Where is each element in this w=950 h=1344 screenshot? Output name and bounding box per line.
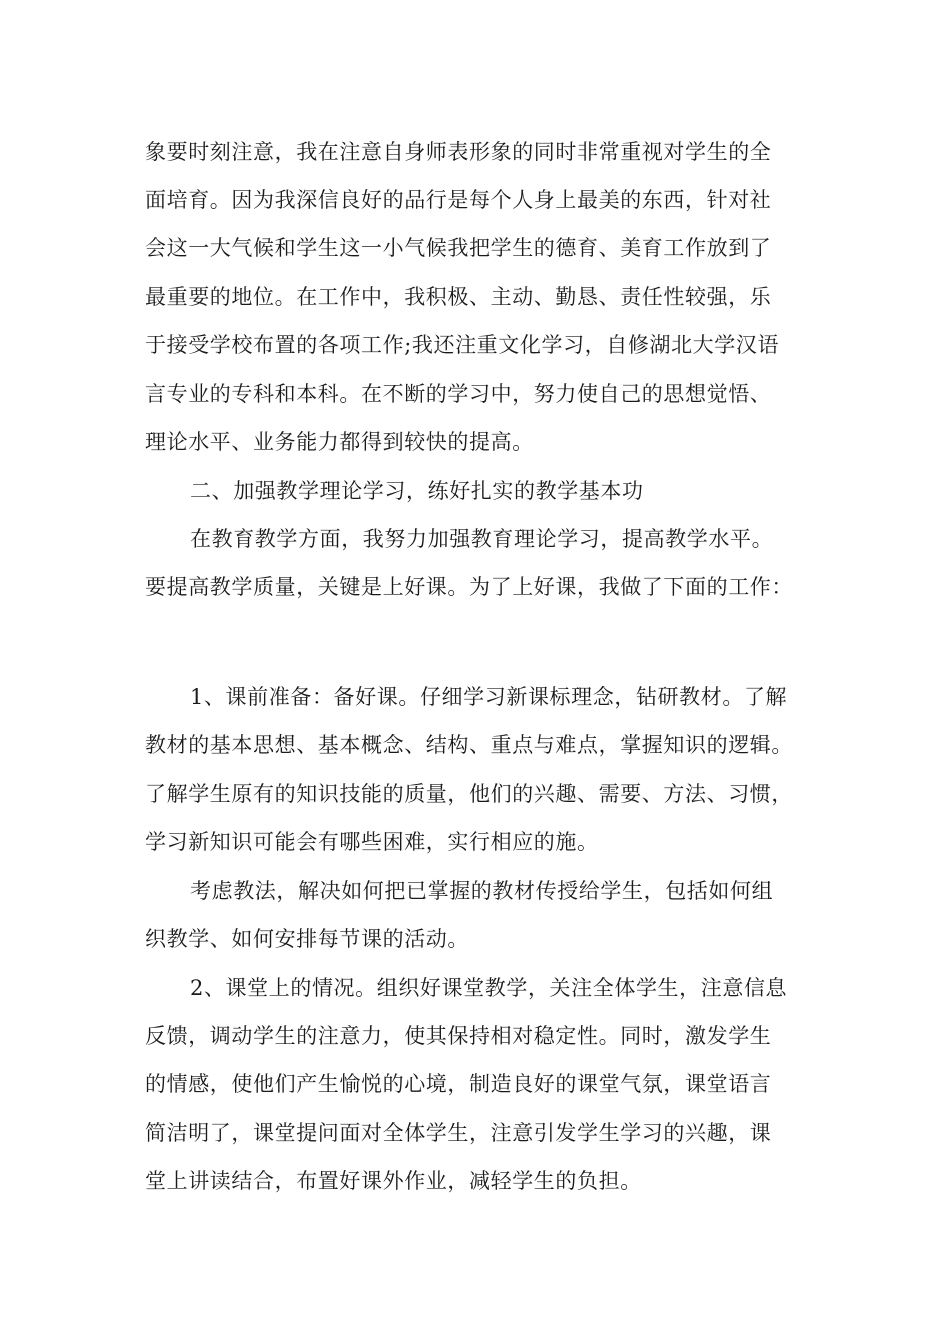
text-line: 简洁明了，课堂提问面对全体学生，注意引发学生学习的兴趣，课 xyxy=(145,1121,772,1145)
text-line: 教材的基本思想、基本概念、结构、重点与难点，掌握知识的逻辑。 xyxy=(145,733,793,757)
text-line: 堂上讲读结合，布置好课外作业，减轻学生的负担。 xyxy=(145,1169,642,1193)
text-line: 反馈，调动学生的注意力，使其保持相对稳定性。同时，激发学生 xyxy=(145,1024,772,1048)
text-line: 最重要的地位。在工作中，我积极、主动、勤恳、责任性较强，乐 xyxy=(145,285,772,309)
section-heading: 二、加强教学理论学习，练好扎实的教学基本功 xyxy=(190,479,644,503)
text-line: 要提高教学质量，关键是上好课。为了上好课，我做了下面的工作： xyxy=(145,575,793,599)
text-line: 于接受学校布置的各项工作;我还注重文化学习，自修湖北大学汉语 xyxy=(145,333,780,357)
text-line: 在教育教学方面，我努力加强教育理论学习，提高教学水平。 xyxy=(190,527,774,551)
text-line: 的情感，使他们产生愉悦的心境，制造良好的课堂气氛，课堂语言 xyxy=(145,1072,772,1096)
text-line: 1、课前准备：备好课。仔细学习新课标理念，钻研教材。了解 xyxy=(190,685,788,709)
text-line: 理论水平、业务能力都得到较快的提高。 xyxy=(145,430,534,454)
text-line: 2、课堂上的情况。组织好课堂教学，关注全体学生，注意信息 xyxy=(190,976,788,1000)
text-line: 面培育。因为我深信良好的品行是每个人身上最美的东西，针对社 xyxy=(145,188,772,212)
text-line: 织教学、如何安排每节课的活动。 xyxy=(145,927,469,951)
text-line: 言专业的专科和本科。在不断的学习中，努力使自己的思想觉悟、 xyxy=(145,382,772,406)
text-line: 了解学生原有的知识技能的质量，他们的兴趣、需要、方法、习惯， xyxy=(145,782,793,806)
text-line: 考虑教法，解决如何把已掌握的教材传授给学生，包括如何组 xyxy=(190,879,774,903)
text-line: 会这一大气候和学生这一小气候我把学生的德育、美育工作放到了 xyxy=(145,236,772,260)
text-line: 象要时刻注意，我在注意自身师表形象的同时非常重视对学生的全 xyxy=(145,140,772,164)
text-line: 学习新知识可能会有哪些困难，实行相应的施。 xyxy=(145,830,599,854)
